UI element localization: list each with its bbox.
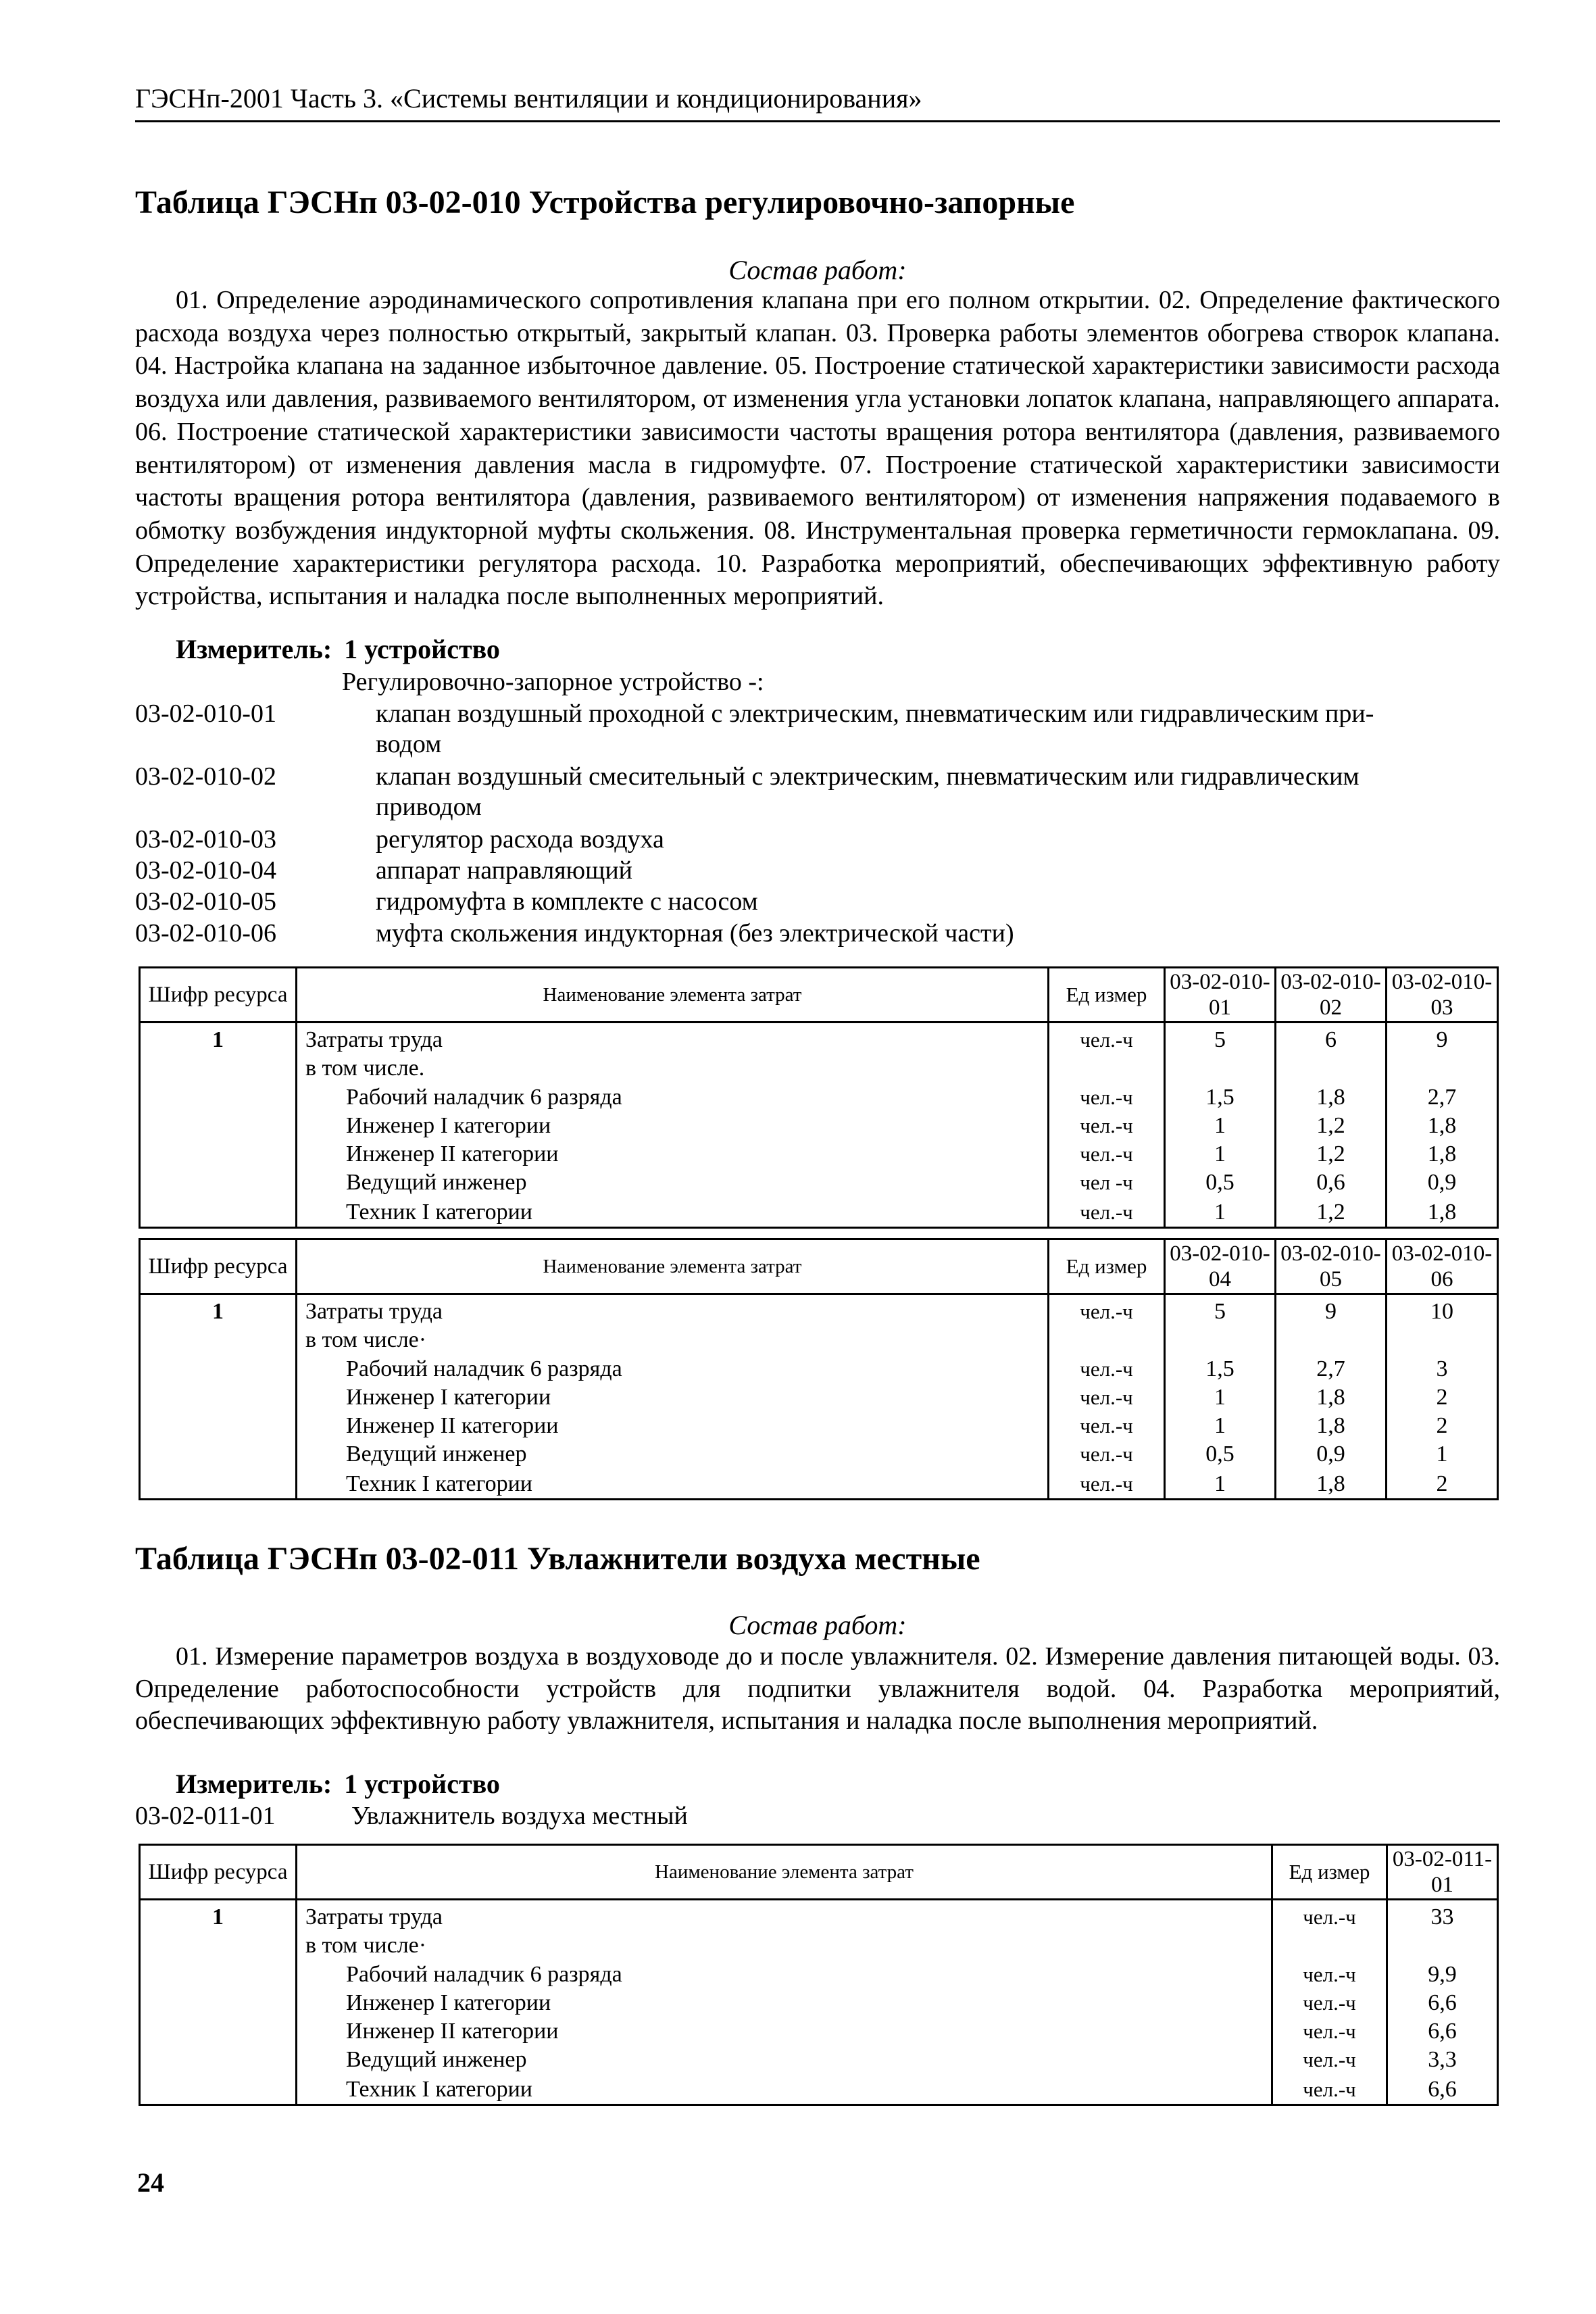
cell-unit	[1049, 1326, 1165, 1354]
item-code: 03-02-010-01	[135, 699, 276, 728]
cell-code: 1	[140, 1294, 297, 1327]
cell-name: Инженер I категории	[297, 1383, 1049, 1412]
cell-value: 1	[1165, 1112, 1276, 1140]
cell-value: 1	[1165, 1412, 1276, 1440]
cell-code	[140, 1412, 297, 1440]
cell-name: Техник I категории	[297, 1197, 1049, 1228]
table-row	[140, 2017, 1498, 2046]
header-norm-code: 03-02-010-06	[1387, 1239, 1498, 1294]
cell-value: 6,6	[1387, 2074, 1498, 2105]
cell-unit: чел -ч	[1049, 1168, 1165, 1197]
section-011-title: Таблица ГЭСНп 03-02-011 Увлажнители воздуха местные	[135, 1541, 980, 1577]
cell-value: 33	[1387, 1900, 1498, 1932]
cell-name: Рабочий наладчик 6 разряда	[297, 1960, 1272, 1988]
cell-value: 2	[1387, 1383, 1498, 1412]
cell-unit	[1049, 1054, 1165, 1083]
cell-code	[140, 2046, 297, 2074]
resource-table-010-a	[139, 966, 1499, 1229]
cell-unit: чел.-ч	[1049, 1197, 1165, 1228]
cell-value: 9,9	[1387, 1960, 1498, 1988]
cell-value	[1387, 1326, 1498, 1354]
cell-value: 1	[1165, 1383, 1276, 1412]
table-row	[140, 1140, 1498, 1168]
header-resource-code: Шифр ресурса	[140, 1239, 297, 1294]
cell-value: 0,5	[1165, 1440, 1276, 1469]
section-011-composition-label: Состав работ:	[728, 1610, 907, 1640]
cell-name: Затраты труда	[297, 1900, 1272, 1932]
cell-code: 1	[140, 1900, 297, 1932]
table-row	[140, 1412, 1498, 1440]
item-code: 03-02-010-05	[135, 887, 276, 916]
cell-name: Затраты труда	[297, 1294, 1049, 1327]
cell-value	[1387, 1054, 1498, 1083]
table-row	[140, 1083, 1498, 1111]
cell-code	[140, 1469, 297, 1500]
cell-value: 1	[1165, 1469, 1276, 1500]
cell-value: 9	[1387, 1023, 1498, 1055]
cell-name: Ведущий инженер	[297, 2046, 1272, 2074]
cell-code	[140, 1083, 297, 1111]
section-011-composition-text: 01. Измерение параметров воздуха в воздуховоде до и после увлажнителя. 02. Измерение давления питающей воды. 03. Определение работоспособности устройств для подпитки увлажнителя водой. 04. Разработка мероприятий, обеспечивающих эффективную работу увлажнителя, испытания и наладка после выполнения мероприятий.	[135, 1642, 1500, 1735]
item-code: 03-02-010-03	[135, 825, 276, 854]
cell-unit: чел.-ч	[1049, 1083, 1165, 1111]
cell-value: 0,9	[1387, 1168, 1498, 1197]
cell-value	[1165, 1326, 1276, 1354]
table-header-row	[140, 968, 1498, 1023]
table-row	[140, 1354, 1498, 1383]
cell-value: 5	[1165, 1023, 1276, 1055]
cell-unit: чел.-ч	[1049, 1412, 1165, 1440]
item-text: клапан воздушный проходной с электрическим, пневматическим или гидравлическим при-	[376, 699, 1374, 728]
cell-code	[140, 1383, 297, 1412]
cell-code	[140, 2017, 297, 2046]
measure-label: Измеритель:	[176, 634, 332, 664]
cell-name: в том числе.	[297, 1054, 1049, 1083]
cell-code	[140, 1440, 297, 1469]
cell-value: 1,8	[1387, 1197, 1498, 1228]
cell-value: 1	[1387, 1440, 1498, 1469]
cell-name: Рабочий наладчик 6 разряда	[297, 1354, 1049, 1383]
cell-unit: чел.-ч	[1272, 1900, 1387, 1932]
cell-name: Инженер II категории	[297, 2017, 1272, 2046]
cell-value: 6	[1276, 1023, 1387, 1055]
header-cost-element: Наименование элемента затрат	[297, 968, 1049, 1023]
measure-value: 1 устройство	[344, 634, 500, 664]
header-cost-element: Наименование элемента затрат	[297, 1239, 1049, 1294]
cell-unit: чел.-ч	[1049, 1469, 1165, 1500]
cell-name: Рабочий наладчик 6 разряда	[297, 1083, 1049, 1111]
table-header-row	[140, 1845, 1498, 1900]
cell-name: в том числе·	[297, 1326, 1049, 1354]
cell-name: Инженер II категории	[297, 1140, 1049, 1168]
header-norm-code: 03-02-010-04	[1165, 1239, 1276, 1294]
table-row	[140, 1469, 1498, 1500]
section-011-measure	[176, 1767, 500, 1801]
table-row	[140, 1023, 1498, 1055]
cell-unit: чел.-ч	[1272, 2074, 1387, 2105]
item-text: регулятор расхода воздуха	[376, 825, 664, 854]
section-010-composition-label: Состав работ:	[728, 255, 907, 285]
cell-value: 1,2	[1276, 1112, 1387, 1140]
cell-value: 3	[1387, 1354, 1498, 1383]
table-row	[140, 1931, 1498, 1960]
cell-unit: чел.-ч	[1049, 1383, 1165, 1412]
table-row	[140, 1440, 1498, 1469]
cell-unit: чел.-ч	[1049, 1140, 1165, 1168]
cell-unit: чел.-ч	[1049, 1354, 1165, 1383]
header-cost-element: Наименование элемента затрат	[297, 1845, 1272, 1900]
section-010-group-label: Регулировочно-запорное устройство -:	[342, 668, 764, 696]
cell-value: 2	[1387, 1469, 1498, 1500]
item-code: 03-02-010-06	[135, 919, 276, 947]
cell-value: 2,7	[1276, 1354, 1387, 1383]
table-row	[140, 1168, 1498, 1197]
cell-unit: чел.-ч	[1272, 2046, 1387, 2074]
item-text: Увлажнитель воздуха местный	[351, 1802, 688, 1830]
cell-value: 0,6	[1276, 1168, 1387, 1197]
cell-value: 1,8	[1276, 1469, 1387, 1500]
table-row	[140, 2074, 1498, 2105]
cell-value: 1,8	[1387, 1140, 1498, 1168]
cell-code	[140, 1989, 297, 2017]
cell-value: 10	[1387, 1294, 1498, 1327]
item-text: гидромуфта в комплекте с насосом	[376, 887, 758, 916]
cell-name: Техник I категории	[297, 2074, 1272, 2105]
item-code: 03-02-010-04	[135, 856, 276, 885]
cell-name: Затраты труда	[297, 1023, 1049, 1055]
section-010-title: Таблица ГЭСНп 03-02-010 Устройства регулировочно-запорные	[135, 184, 1075, 220]
measure-label: Измеритель:	[176, 1769, 332, 1799]
cell-value: 1,5	[1165, 1354, 1276, 1383]
cell-name: Техник I категории	[297, 1469, 1049, 1500]
cell-name: Инженер II категории	[297, 1412, 1049, 1440]
header-norm-code: 03-02-010-05	[1276, 1239, 1387, 1294]
cell-value: 6,6	[1387, 2017, 1498, 2046]
cell-value: 1,8	[1276, 1083, 1387, 1111]
cell-unit: чел.-ч	[1049, 1112, 1165, 1140]
cell-name: Ведущий инженер	[297, 1440, 1049, 1469]
table-row	[140, 1326, 1498, 1354]
table-row	[140, 1294, 1498, 1327]
cell-value: 2,7	[1387, 1083, 1498, 1111]
cell-value	[1276, 1054, 1387, 1083]
cell-value: 1,8	[1276, 1412, 1387, 1440]
cell-value: 1	[1165, 1197, 1276, 1228]
cell-unit: чел.-ч	[1049, 1440, 1165, 1469]
section-010-measure	[176, 633, 500, 666]
cell-unit: чел.-ч	[1272, 2017, 1387, 2046]
table-row	[140, 1197, 1498, 1228]
cell-code	[140, 1931, 297, 1960]
cell-code	[140, 2074, 297, 2105]
cell-value: 1	[1165, 1140, 1276, 1168]
cell-value	[1387, 1931, 1498, 1960]
header-norm-code: 03-02-010-02	[1276, 968, 1387, 1023]
cell-code	[140, 1197, 297, 1228]
section-010-composition-text: 01. Определение аэродинамического сопротивления клапана при его полном открытии. 02. Определение фактического расхода воздуха через полностью открытый, закрытый клапан. 03. Проверка работы элементов обогрева створок клапана. 04. Настройка клапана на заданное избыточное давление. 05. Построение статической характеристики зависимости расхода воздуха или давления, развиваемого вентилятором, от изменения угла установки лопаток клапана, направляющего аппарата. 06. Построение статической характеристики зависимости частоты вращения ротора вентилятора (давления, развиваемого вентилятором) от изменения давления масла в гидромуфте. 07. Построение статической характеристики зависимости частоты вращения ротора вентилятора (давления, развиваемого вентилятором) от изменения напряжения подаваемого в обмотку возбуждения индукторной муфты скольжения. 08. Инструментальная проверка герметичности гермоклапана. 09. Определение характеристики регулятора расхода. 10. Разработка мероприятий, обеспечивающих эффективную работу устройства, испытания и наладка после выполненных мероприятий.	[135, 286, 1500, 611]
table-row	[140, 1383, 1498, 1412]
item-code: 03-02-011-01	[135, 1802, 276, 1830]
measure-value: 1 устройство	[344, 1769, 500, 1799]
cell-value: 1,8	[1276, 1383, 1387, 1412]
cell-code	[140, 1960, 297, 1988]
cell-code: 1	[140, 1023, 297, 1055]
cell-value	[1276, 1326, 1387, 1354]
item-text-continued: водом	[376, 730, 442, 758]
cell-unit: чел.-ч	[1272, 1960, 1387, 1988]
cell-value: 5	[1165, 1294, 1276, 1327]
cell-code	[140, 1354, 297, 1383]
cell-name: Инженер I категории	[297, 1989, 1272, 2017]
cell-name: Инженер I категории	[297, 1112, 1049, 1140]
header-unit: Ед измер	[1272, 1845, 1387, 1900]
table-row	[140, 1960, 1498, 1988]
cell-value: 2	[1387, 1412, 1498, 1440]
cell-unit: чел.-ч	[1049, 1294, 1165, 1327]
table-row	[140, 2046, 1498, 2074]
header-resource-code: Шифр ресурса	[140, 1845, 297, 1900]
table-row	[140, 1900, 1498, 1932]
table-row	[140, 1054, 1498, 1083]
cell-code	[140, 1140, 297, 1168]
cell-value: 6,6	[1387, 1989, 1498, 2017]
header-norm-code: 03-02-011-01	[1387, 1845, 1498, 1900]
item-text-continued: приводом	[376, 793, 482, 821]
cell-unit: чел.-ч	[1272, 1989, 1387, 2017]
cell-unit	[1272, 1931, 1387, 1960]
cell-code	[140, 1112, 297, 1140]
cell-value: 0,5	[1165, 1168, 1276, 1197]
header-norm-code: 03-02-010-01	[1165, 968, 1276, 1023]
header-unit: Ед измер	[1049, 968, 1165, 1023]
header-resource-code: Шифр ресурса	[140, 968, 297, 1023]
item-text: аппарат направляющий	[376, 856, 632, 885]
cell-code	[140, 1326, 297, 1354]
cell-name: Ведущий инженер	[297, 1168, 1049, 1197]
cell-value: 3,3	[1387, 2046, 1498, 2074]
cell-value: 1,8	[1387, 1112, 1498, 1140]
cell-value: 9	[1276, 1294, 1387, 1327]
table-row	[140, 1989, 1498, 2017]
cell-value	[1165, 1054, 1276, 1083]
cell-value: 0,9	[1276, 1440, 1387, 1469]
cell-value: 1,2	[1276, 1140, 1387, 1168]
cell-code	[140, 1168, 297, 1197]
page-number: 24	[137, 2167, 164, 2198]
cell-value: 1,5	[1165, 1083, 1276, 1111]
resource-table-011	[139, 1844, 1499, 2106]
cell-name: в том числе·	[297, 1931, 1272, 1960]
item-code: 03-02-010-02	[135, 762, 276, 791]
cell-value: 1,2	[1276, 1197, 1387, 1228]
running-header: ГЭСНп-2001 Часть 3. «Системы вентиляции и кондиционирования»	[135, 83, 922, 114]
table-header-row	[140, 1239, 1498, 1294]
cell-code	[140, 1054, 297, 1083]
resource-table-010-b	[139, 1238, 1499, 1500]
cell-unit: чел.-ч	[1049, 1023, 1165, 1055]
table-row	[140, 1112, 1498, 1140]
item-text: муфта скольжения индукторная (без электрической части)	[376, 919, 1014, 947]
header-rule	[135, 120, 1500, 122]
item-text: клапан воздушный смесительный с электрическим, пневматическим или гидравлическим	[376, 762, 1360, 791]
header-unit: Ед измер	[1049, 1239, 1165, 1294]
header-norm-code: 03-02-010-03	[1387, 968, 1498, 1023]
